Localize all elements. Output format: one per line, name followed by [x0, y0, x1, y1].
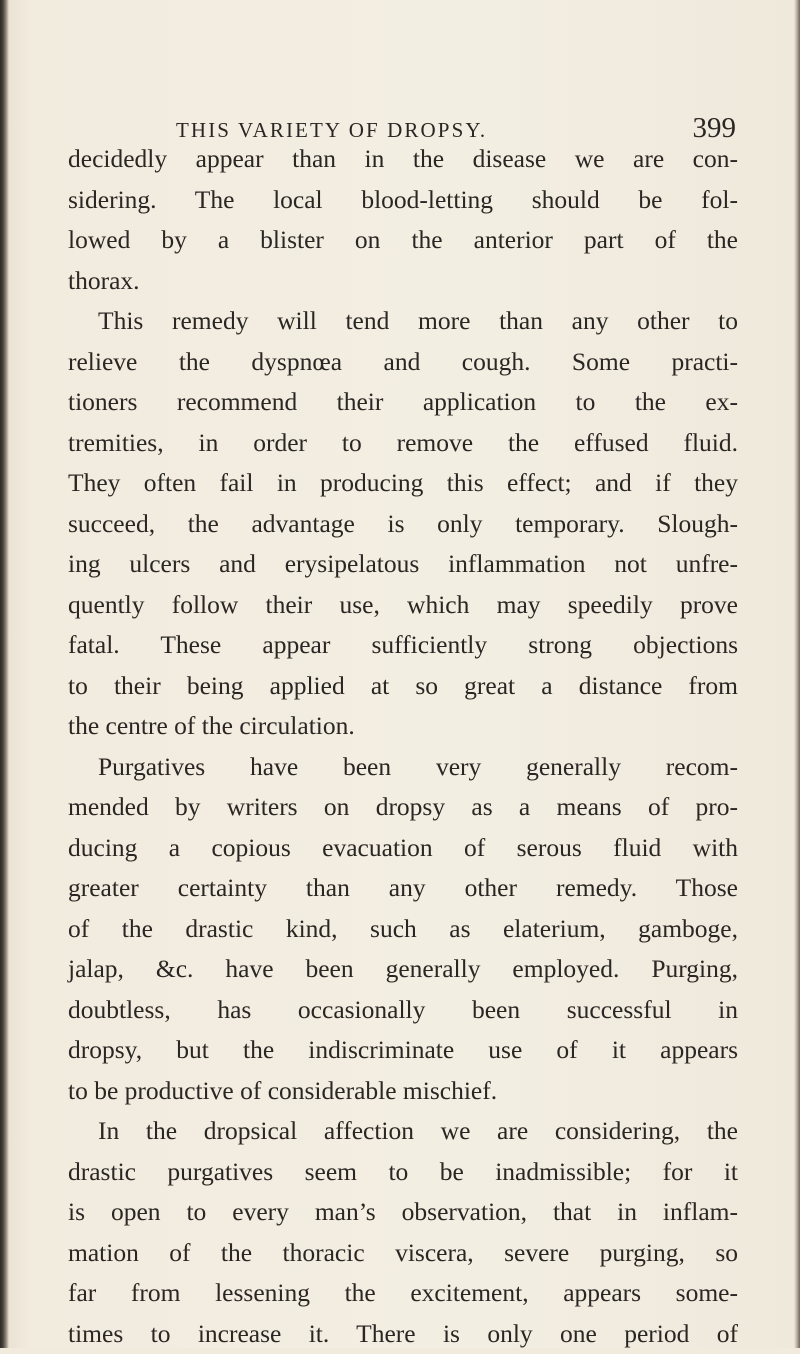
page-edge	[794, 0, 800, 1348]
text-line: relieve the dyspnœa and cough. Some practi-	[68, 342, 738, 383]
text-line: to be productive of considerable mischief.	[68, 1071, 738, 1112]
text-line: of the drastic kind, such as elaterium, gamboge,	[68, 909, 738, 950]
text-line: decidedly appear than in the disease we are con-	[68, 139, 738, 180]
text-line: succeed, the advantage is only temporary. Slough-	[68, 504, 738, 545]
text-line: mation of the thoracic viscera, severe purging, so	[68, 1233, 738, 1274]
text-line: In the dropsical affection we are considering, the	[68, 1111, 738, 1152]
binding-edge	[0, 0, 9, 1348]
text-line: mended by writers on dropsy as a means of pro-	[68, 787, 738, 828]
text-line: lowed by a blister on the anterior part of the	[68, 220, 738, 261]
running-title: THIS VARIETY OF DROPSY.	[176, 118, 487, 143]
text-line: to their being applied at so great a distance from	[68, 666, 738, 707]
text-line: far from lessening the excitement, appears some-	[68, 1273, 738, 1314]
text-line: fatal. These appear sufficiently strong objections	[68, 625, 738, 666]
text-line: This remedy will tend more than any other to	[68, 301, 738, 342]
page-number: 399	[693, 112, 737, 145]
text-line: jalap, &c. have been generally employed. Purging,	[68, 949, 738, 990]
text-line: ing ulcers and erysipelatous inflammation not unfre-	[68, 544, 738, 585]
text-line: drastic purgatives seem to be inadmissible; for it	[68, 1152, 738, 1193]
text-line: times to increase it. There is only one period of	[68, 1314, 738, 1354]
text-line: ducing a copious evacuation of serous fluid with	[68, 828, 738, 869]
text-line: thorax.	[68, 261, 738, 302]
text-line: Purgatives have been very generally recom-	[68, 747, 738, 788]
text-line: doubtless, has occasionally been successful in	[68, 990, 738, 1031]
text-line: greater certainty than any other remedy. Those	[68, 868, 738, 909]
text-line: tremities, in order to remove the effused fluid.	[68, 423, 738, 464]
text-line: is open to every man’s observation, that in inflam-	[68, 1192, 738, 1233]
text-line: the centre of the circulation.	[68, 706, 738, 747]
text-line: They often fail in producing this effect; and if they	[68, 463, 738, 504]
text-line: dropsy, but the indiscriminate use of it appears	[68, 1030, 738, 1071]
body-text	[68, 139, 738, 1354]
text-line: sidering. The local blood-letting should be fol-	[68, 180, 738, 221]
text-line: tioners recommend their application to the ex-	[68, 382, 738, 423]
text-line: quently follow their use, which may speedily prove	[68, 585, 738, 626]
